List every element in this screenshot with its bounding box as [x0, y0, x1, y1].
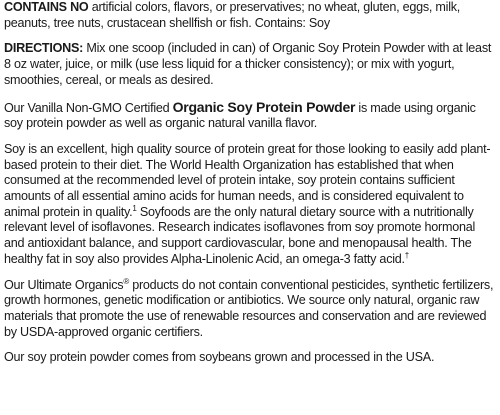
registered-mark: ® [123, 276, 129, 286]
soy-text-part2: Soyfoods are the only natural dietary source with a nutritionally relevant level of isoflavones. Research indicates isoflavones from soy promote hormonal and antioxidant balance, and support cardiovascular, bone and menopausal health. The healthy fat in soy also provides Alpha-Linolenic Acid, an omega-3 fatty acid. [4, 204, 476, 266]
contains-label: CONTAINS NO [4, 0, 89, 14]
product-name: Organic Soy Protein Powder [172, 98, 356, 115]
intro-text-before: Our Vanilla Non-GMO Certified [4, 100, 173, 115]
label-text-panel [4, 0, 497, 377]
intro-paragraph [4, 100, 497, 132]
soy-text-part1: Soy is an excellent, high quality source of protein great for those looking to easily add plant-based protein to their diet. The World Health Organization has established that when consumed at the recommended level of protein intake, soy protein contains sufficient amounts of all essential amino acids for human needs, and is considered equivalent to animal protein in quality. [4, 141, 491, 219]
footnote-ref-dagger: † [404, 250, 409, 260]
origin-paragraph [4, 350, 497, 366]
directions-label: DIRECTIONS: [4, 41, 84, 56]
directions-text: Mix one scoop (included in can) of Organic Soy Protein Powder with at least 8 oz water, juice, or milk (use less liquid for a thicker consistency); or mix with yogurt, smoothies, cereal, or meals as desired. [4, 41, 492, 87]
intro-text-after: is made using organic soy protein powder as well as organic natural vanilla flavor. [4, 100, 476, 131]
contains-text: artificial colors, flavors, or preservatives; no wheat, gluten, eggs, milk, peanuts, tree nuts, crustacean shellfish or fish. Contains: Soy [4, 0, 461, 30]
directions-paragraph [4, 41, 497, 88]
soy-benefits-paragraph [4, 142, 497, 268]
ultimate-text-after: products do not contain conventional pesticides, synthetic fertilizers, growth hormones, genetic modification or antibiotics. We source only natural, organic raw materials that promote the use of renewable resources and conservation and are reviewed by USDA-approved organic certifiers. [4, 277, 494, 339]
footnote-ref-1: 1 [132, 203, 137, 213]
ultimate-text-before: Our Ultimate Organics [4, 277, 124, 292]
origin-text: Our soy protein powder comes from soybeans grown and processed in the USA. [4, 350, 435, 365]
ultimate-organics-paragraph [4, 278, 497, 341]
contains-paragraph [4, 0, 497, 31]
